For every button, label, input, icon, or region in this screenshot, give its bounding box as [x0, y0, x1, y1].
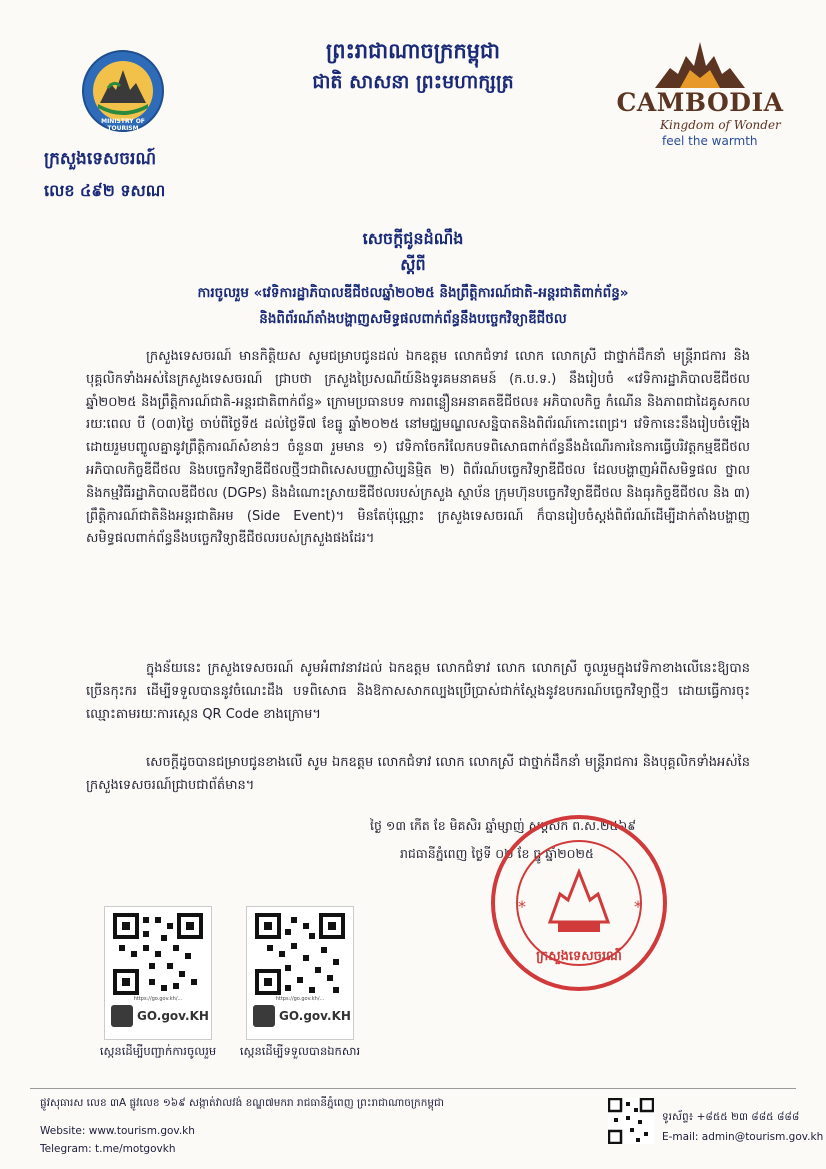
ministry-seal — [488, 812, 670, 994]
svg-text:*: * — [518, 897, 526, 916]
footer-email[interactable]: E-mail: admin@tourism.gov.kh — [662, 1131, 824, 1143]
footer-divider — [30, 1088, 796, 1089]
svg-text:*: * — [634, 897, 642, 916]
qr-registration-url: https://go.gov.kh/... — [133, 996, 183, 1002]
notice-subject-line2: និងពិព័រណ៍តាំងបង្ហាញសមិទ្ធផលពាក់ព័ន្ធនឹងបច្ចេកវិទ្យាឌីជីថល — [259, 311, 567, 327]
go-gov-logo-icon — [111, 1005, 133, 1027]
qr-documents-url: https://go.gov.kh/... — [275, 996, 325, 1002]
footer-phone: ទូរស័ព្ទ៖ +៨៥៥ ២៣ ៨៨៥ ៨៨៨ — [662, 1111, 800, 1123]
national-motto: ជាតិ សាសនា ព្រះមហាក្សត្រ — [312, 71, 514, 93]
notice-title: សេចក្ដីជូនដំណឹង — [362, 229, 464, 248]
cambodia-wordmark: CAMBODIA — [616, 88, 784, 117]
qr-registration-caption: ស្កេនដើម្បីបញ្ជាក់ការចូលរួម — [99, 1044, 217, 1058]
qr-card-registration[interactable] — [104, 906, 212, 1040]
footer-qr-code — [608, 1098, 654, 1144]
footer-telegram[interactable]: Telegram: t.me/motgovkh — [40, 1143, 176, 1155]
qr-documents-brand: GO.gov.KH — [279, 1009, 351, 1023]
kingdom-heading: ព្រះរាជាណាចក្រកម្ពុជា — [325, 39, 500, 63]
notice-subject-line1: ការចូលរួម «វេទិការដ្ឋាភិបាលឌីជីថលឆ្នាំ២០២៥ និងព្រឹត្តិការណ៍ជាតិ-អន្តរជាតិពាក់ព័ន្ធ» — [197, 285, 629, 301]
footer-address: ផ្លូវសុធារស លេខ ៣A ផ្លូវលេខ ១៦៩ សង្កាត់វាលវង់ ខណ្ឌ៧មករា រាជធានីភ្នំពេញ ព្រះរាជាណាចក្រកម្ពុជា — [40, 1097, 445, 1109]
go-gov-logo-icon — [253, 1005, 275, 1027]
footer-website[interactable]: Website: www.tourism.gov.kh — [40, 1125, 195, 1137]
body-paragraph-1: ក្រសួងទេសចរណ៍ មានកិត្តិយស សូមជម្រាបជូនដល់ ឯកឧត្តម លោកជំទាវ លោក លោកស្រី ជាថ្នាក់ដឹកនាំ មន្ត្រីរាជការ និងបុគ្គលិកទាំងអស់នៃក្រសួងទេសចរណ៍ ជ្រាបថា ក្រសួងប្រៃសណីយ៍និងទូរគមនាគមន៍ (ក.ប.ទ.) នឹងរៀបចំ «វេទិការដ្ឋាភិបាលឌីជីថលឆ្នាំ២០២៥ និងព្រឹត្តិការណ៍ជាតិ-អន្តរជាតិពាក់ព័ន្ធ» ក្រោមប្រធានបទ ការពន្លឿនអនាគតឌីជីថល៖ អភិបាលកិច្ច កំណើន និងភាពជាដៃគូសកល រយៈពេល បី (០៣)ថ្ងៃ ចាប់ពីថ្ងៃទី៥ ដល់ថ្ងៃទី៧ ខែធ្នូ ឆ្នាំ២០២៥ នៅមជ្ឈមណ្ឌលសន្និបាតនិងពិព័រណ៍កោះពេជ្រ។ វេទិកានេះនឹងរៀបចំឡើងដោយរួមបញ្ចូលគ្នានូវព្រឹត្តិការណ៍សំខាន់ៗ ចំនួន៣ រួមមាន ១) វេទិកាចែករំលែកបទពិសោធពាក់ព័ន្ធនឹងដំណើរការនៃការធ្វើបរិវត្តកម្មឌីជីថល អភិបាលកិច្ចឌីជីថល និងបច្ចេកវិទ្យាឌីជីថលថ្មីៗជាពិសេសបញ្ញាសិប្បនិម្មិត ២) ពិព័រណ៍បច្ចេកវិទ្យាឌីជីថល ដែលបង្ហាញអំពីសមិទ្ធផល ថ្នាល និងកម្មវិធីរដ្ឋាភិបាលឌីជីថល (DGPs) និងដំណោះស្រាយឌីជីថលរបស់ក្រសួង ស្ថាប័ន ក្រុមហ៊ុនបច្ចេកវិទ្យាឌីជីថល និងធុរកិច្ចឌីជីថល និង ៣) ព្រឹត្តិការណ៍ជាតិនិងអន្តរជាតិអម (Side Event)។ មិនតែប៉ុណ្ណោះ ក្រសួងទេសចរណ៍ ក៏បានរៀបចំស្តង់ពិព័រណ៍ដើម្បីដាក់តាំងបង្ហាញសមិទ្ធផលពាក់ព័ន្ធនឹងបច្ចេកវិទ្យាឌីជីថលរបស់ក្រសួងផងដែរ។ — [86, 349, 750, 547]
ministry-name: ក្រសួងទេសចរណ៍ — [44, 149, 157, 169]
reference-number: លេខ ៤៩២ ទសណ — [44, 181, 166, 200]
body-paragraph-2: ក្នុងន័យនេះ ក្រសួងទេសចរណ៍ សូមអំពាវនាវដល់ ឯកឧត្តម លោកជំទាវ លោក លោកស្រី ចូលរួមក្នុងវេទិកាខាងលើនេះឱ្យបានច្រើនកុះករ ដើម្បីទទួលបាននូវចំណេះដឹង បទពិសោធ និងឱកាសសាកល្បងប្រើប្រាស់ជាក់ស្តែងនូវឧបករណ៍បច្ចេកវិទ្យាថ្មីៗ ដោយធ្វើការចុះឈ្មោះតាមរយៈការស្កេន QR Code ខាងក្រោម។ — [86, 661, 750, 722]
qr-card-documents[interactable] — [246, 906, 354, 1040]
qr-documents-caption: ស្កេនដើម្បីទទួលបានឯកសារ — [239, 1044, 361, 1058]
body-paragraph-3: សេចក្ដីដូចបានជម្រាបជូនខាងលើ សូម ឯកឧត្តម លោកជំទាវ លោក លោកស្រី ជាថ្នាក់ដឹកនាំ មន្ត្រីរាជការ និងបុគ្គលិកទាំងអស់នៃក្រសួងទេសចរណ៍ជ្រាបជាព័ត៌មាន។ — [86, 755, 750, 793]
lunar-date: ថ្ងៃ ១៣ កើត ខែ មិគសិរ ឆ្នាំម្សាញ់ សប្តស័ក ព.ស.២៥៦៩ — [370, 818, 637, 833]
notice-subject-label: ស្ដីពី — [400, 255, 426, 274]
cambodia-tagline-warmth: feel the warmth — [662, 134, 758, 148]
ministry-logo-text: MINISTRY OF TOURISM — [101, 118, 145, 132]
gregorian-date: រាជធានីភ្នំពេញ ថ្ងៃទី ០២ ខែ ធ្នូ ឆ្នាំ២០២៥ — [400, 846, 594, 861]
qr-registration-brand: GO.gov.KH — [137, 1009, 209, 1023]
cambodia-tagline-wonder: Kingdom of Wonder — [660, 118, 781, 132]
seal-text: ក្រសួងទេសចរណ៍ — [536, 949, 622, 964]
